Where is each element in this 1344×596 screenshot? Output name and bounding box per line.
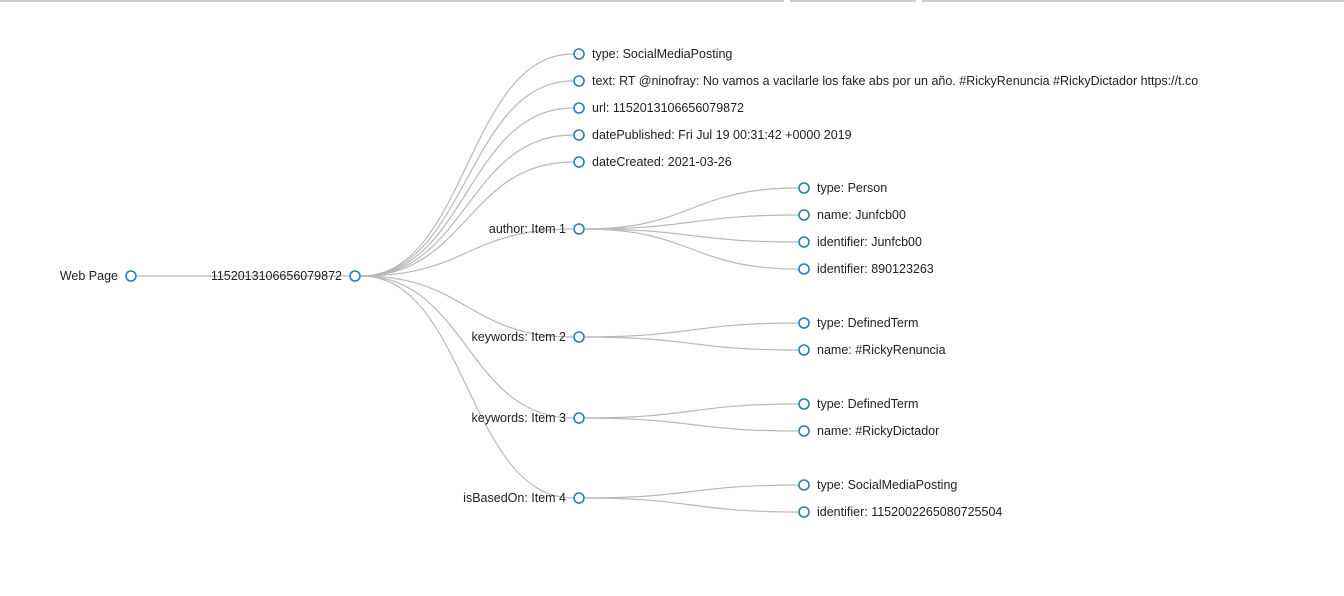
graph-edge bbox=[585, 418, 798, 431]
node-label: name: Junfcb00 bbox=[817, 208, 906, 222]
graph-node[interactable] bbox=[574, 47, 732, 61]
node-circle-icon[interactable] bbox=[350, 271, 360, 281]
node-circle-icon[interactable] bbox=[574, 224, 584, 234]
node-circle-icon[interactable] bbox=[799, 399, 809, 409]
graph-edge bbox=[361, 276, 573, 337]
node-circle-icon[interactable] bbox=[574, 332, 584, 342]
node-circle-icon[interactable] bbox=[574, 49, 584, 59]
graph-edge bbox=[585, 215, 798, 229]
node-circle-icon[interactable] bbox=[126, 271, 136, 281]
node-circle-icon[interactable] bbox=[799, 345, 809, 355]
node-circle-icon[interactable] bbox=[799, 183, 809, 193]
node-circle-icon[interactable] bbox=[574, 493, 584, 503]
node-label: keywords: Item 3 bbox=[471, 411, 566, 425]
node-layer bbox=[60, 47, 1198, 519]
node-label: type: SocialMediaPosting bbox=[817, 478, 958, 492]
graph-node[interactable] bbox=[574, 128, 852, 142]
node-circle-icon[interactable] bbox=[799, 210, 809, 220]
node-label: 1152013106656079872 bbox=[210, 269, 342, 283]
graph-node[interactable] bbox=[574, 101, 744, 115]
node-circle-icon[interactable] bbox=[574, 103, 584, 113]
node-label: dateCreated: 2021-03-26 bbox=[592, 155, 732, 169]
node-label: url: 1152013106656079872 bbox=[592, 101, 744, 115]
graph-node[interactable] bbox=[799, 343, 946, 357]
node-label: isBasedOn: Item 4 bbox=[463, 491, 566, 505]
graph-node[interactable] bbox=[799, 208, 906, 222]
node-label: Web Page bbox=[59, 269, 118, 283]
node-label: identifier: Junfcb00 bbox=[817, 235, 922, 249]
node-label: author: Item 1 bbox=[488, 222, 566, 236]
graph-node[interactable] bbox=[574, 155, 732, 169]
node-circle-icon[interactable] bbox=[799, 264, 809, 274]
node-label: name: #RickyDictador bbox=[817, 424, 940, 438]
node-circle-icon[interactable] bbox=[799, 237, 809, 247]
graph-edge bbox=[361, 135, 573, 276]
graph-edge bbox=[361, 276, 573, 418]
node-label: datePublished: Fri Jul 19 00:31:42 +0000 2019 bbox=[592, 128, 852, 142]
graph-node[interactable] bbox=[574, 74, 1198, 88]
graph-edge bbox=[585, 498, 798, 512]
node-label: type: DefinedTerm bbox=[817, 397, 919, 411]
graph-edge bbox=[361, 81, 573, 276]
node-circle-icon[interactable] bbox=[799, 507, 809, 517]
graph-edge bbox=[585, 404, 798, 418]
graph-edge bbox=[585, 485, 798, 498]
graph-node[interactable] bbox=[799, 505, 1002, 519]
node-circle-icon[interactable] bbox=[574, 130, 584, 140]
node-label: type: Person bbox=[817, 181, 888, 195]
graph-edge bbox=[585, 188, 798, 229]
node-label: identifier: 890123263 bbox=[817, 262, 934, 276]
node-circle-icon[interactable] bbox=[799, 318, 809, 328]
graph-node[interactable] bbox=[211, 269, 360, 283]
graph-node[interactable] bbox=[463, 491, 584, 505]
node-label: type: SocialMediaPosting bbox=[592, 47, 733, 61]
node-circle-icon[interactable] bbox=[574, 157, 584, 167]
graph-node[interactable] bbox=[799, 424, 939, 438]
node-circle-icon[interactable] bbox=[799, 480, 809, 490]
graph-edge bbox=[585, 337, 798, 350]
graph-node[interactable] bbox=[799, 397, 918, 411]
graph-edge bbox=[585, 323, 798, 337]
graph-edge bbox=[361, 108, 573, 276]
node-label: text: RT @ninofray: No vamos a vacilarle los fake abs por un año. #RickyRenuncia #RickyDictador https://t.co bbox=[592, 74, 1199, 88]
node-label: type: DefinedTerm bbox=[817, 316, 919, 330]
node-label: name: #RickyRenuncia bbox=[817, 343, 946, 357]
graph-node[interactable] bbox=[799, 478, 957, 492]
graph-edge bbox=[361, 276, 573, 498]
edge-layer bbox=[137, 54, 798, 512]
graph-node[interactable] bbox=[799, 235, 922, 249]
graph-node-root[interactable] bbox=[60, 269, 136, 283]
graph-node[interactable] bbox=[799, 316, 918, 330]
node-circle-icon[interactable] bbox=[799, 426, 809, 436]
graph-node[interactable] bbox=[799, 262, 934, 276]
node-circle-icon[interactable] bbox=[574, 76, 584, 86]
node-circle-icon[interactable] bbox=[574, 413, 584, 423]
node-label: identifier: 1152002265080725504 bbox=[817, 505, 1003, 519]
node-label: keywords: Item 2 bbox=[471, 330, 566, 344]
graph-node[interactable] bbox=[799, 181, 887, 195]
